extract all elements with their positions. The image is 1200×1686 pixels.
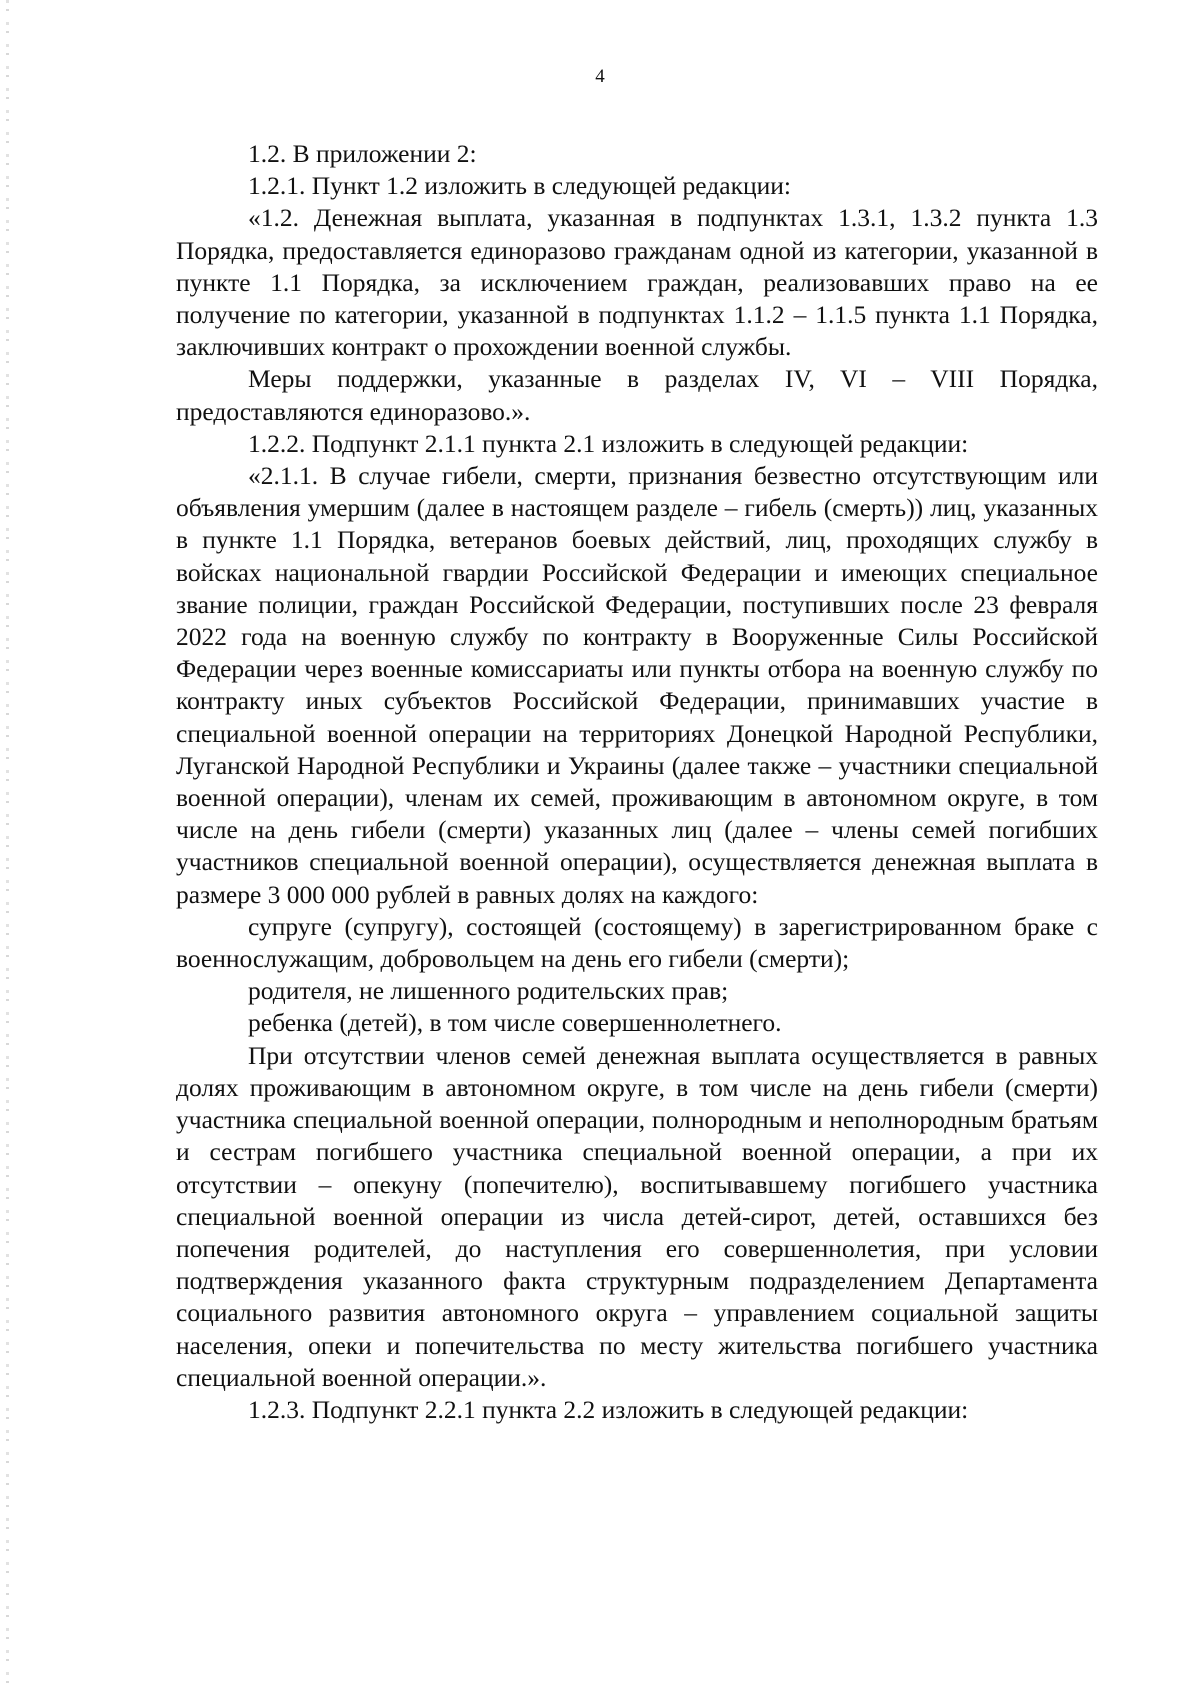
- paragraph-1-2-1: 1.2.1. Пункт 1.2 изложить в следующей редакции:: [248, 171, 791, 201]
- scan-edge-artifact: [6, 0, 9, 1686]
- paragraph-1-2-2: 1.2.2. Подпункт 2.1.1 пункта 2.1 изложить в следующей редакции:: [248, 428, 969, 458]
- paragraph-1-2: 1.2. В приложении 2:: [248, 139, 477, 168]
- paragraph-1-2-3: 1.2.3. Подпункт 2.2.1 пункта 2.2 изложить в следующей редакции:: [248, 1394, 969, 1424]
- paragraph-parent: родителя, не лишенного родительских прав;: [248, 976, 729, 1006]
- paragraph-quote-2-1-1: «2.1.1. В случае гибели, смерти, признания безвестно отсутствующим или объявления умершим (далее в настоящем разделе – гибель (смерть)) лиц, указанных в пункте 1.1 Порядка, ветеранов боевых действий, лиц, проходящих службу в войсках национальной гвардии Российской Федерации и имеющих специальное звание полиции, граждан Российской Федерации, поступивших после 23 февраля 2022 года на военную службу по контракту в Вооруженные Силы Российской Федерации через военные комиссариаты или пункты отбора на военную службу по контракту иных субъектов Российской Федерации, принимавших участие в специальной военной операции на территориях Донецкой Народной Республики, Луганской Народной Республики и Украины (далее также – участники специальной военной операции), членам их семей, проживающим в автономном округе, в том числе на день гибели (смерти) указанных лиц (далее – члены семей погибших участников специальной военной операции), осуществляется денежная выплата в размере 3 000 000 рублей в равных долях на каждого:: [176, 461, 1098, 909]
- document-body: [176, 138, 1098, 1426]
- paragraph-no-family: При отсутствии членов семей денежная выплата осуществляется в равных долях проживающим в автономном округе, в том числе на день гибели (смерти) участника специальной военной операции, полнородным и неполнородным братьям и сестрам погибшего участника специальной военной операции, а при их отсутствии – опекуну (попечителю), воспитывавшему погибшего участника специальной военной операции из числа детей-сирот, детей, оставшихся без попечения родителей, до наступления его совершеннолетия, при условии подтверждения указанного факта структурным подразделением Департамента социального развития автономного округа – управлением социальной защиты населения, опеки и попечительства по месту жительства погибшего участника специальной военной операции.».: [176, 1040, 1098, 1392]
- page-number: 4: [595, 66, 605, 87]
- paragraph-quote-1-2: «1.2. Денежная выплата, указанная в подпунктах 1.3.1, 1.3.2 пункта 1.3 Порядка, предоставляется единоразово гражданам одной из категории, указанной в пункте 1.1 Порядка, за исключением граждан, реализовавших право на ее получение по категории, указанной в подпунктах 1.1.2 – 1.1.5 пункта 1.1 Порядка, заключивших контракт о прохождении военной службы.: [176, 203, 1098, 362]
- paragraph-spouse: супруге (супругу), состоящей (состоящему) в зарегистрированном браке с военнослужащим, добровольцем на день его гибели (смерти);: [176, 911, 1098, 974]
- paragraph-child: ребенка (детей), в том числе совершеннолетнего.: [248, 1008, 782, 1038]
- paragraph-support-measures: Меры поддержки, указанные в разделах IV, VI – VIII Порядка, предоставляются единоразово.».: [176, 364, 1098, 426]
